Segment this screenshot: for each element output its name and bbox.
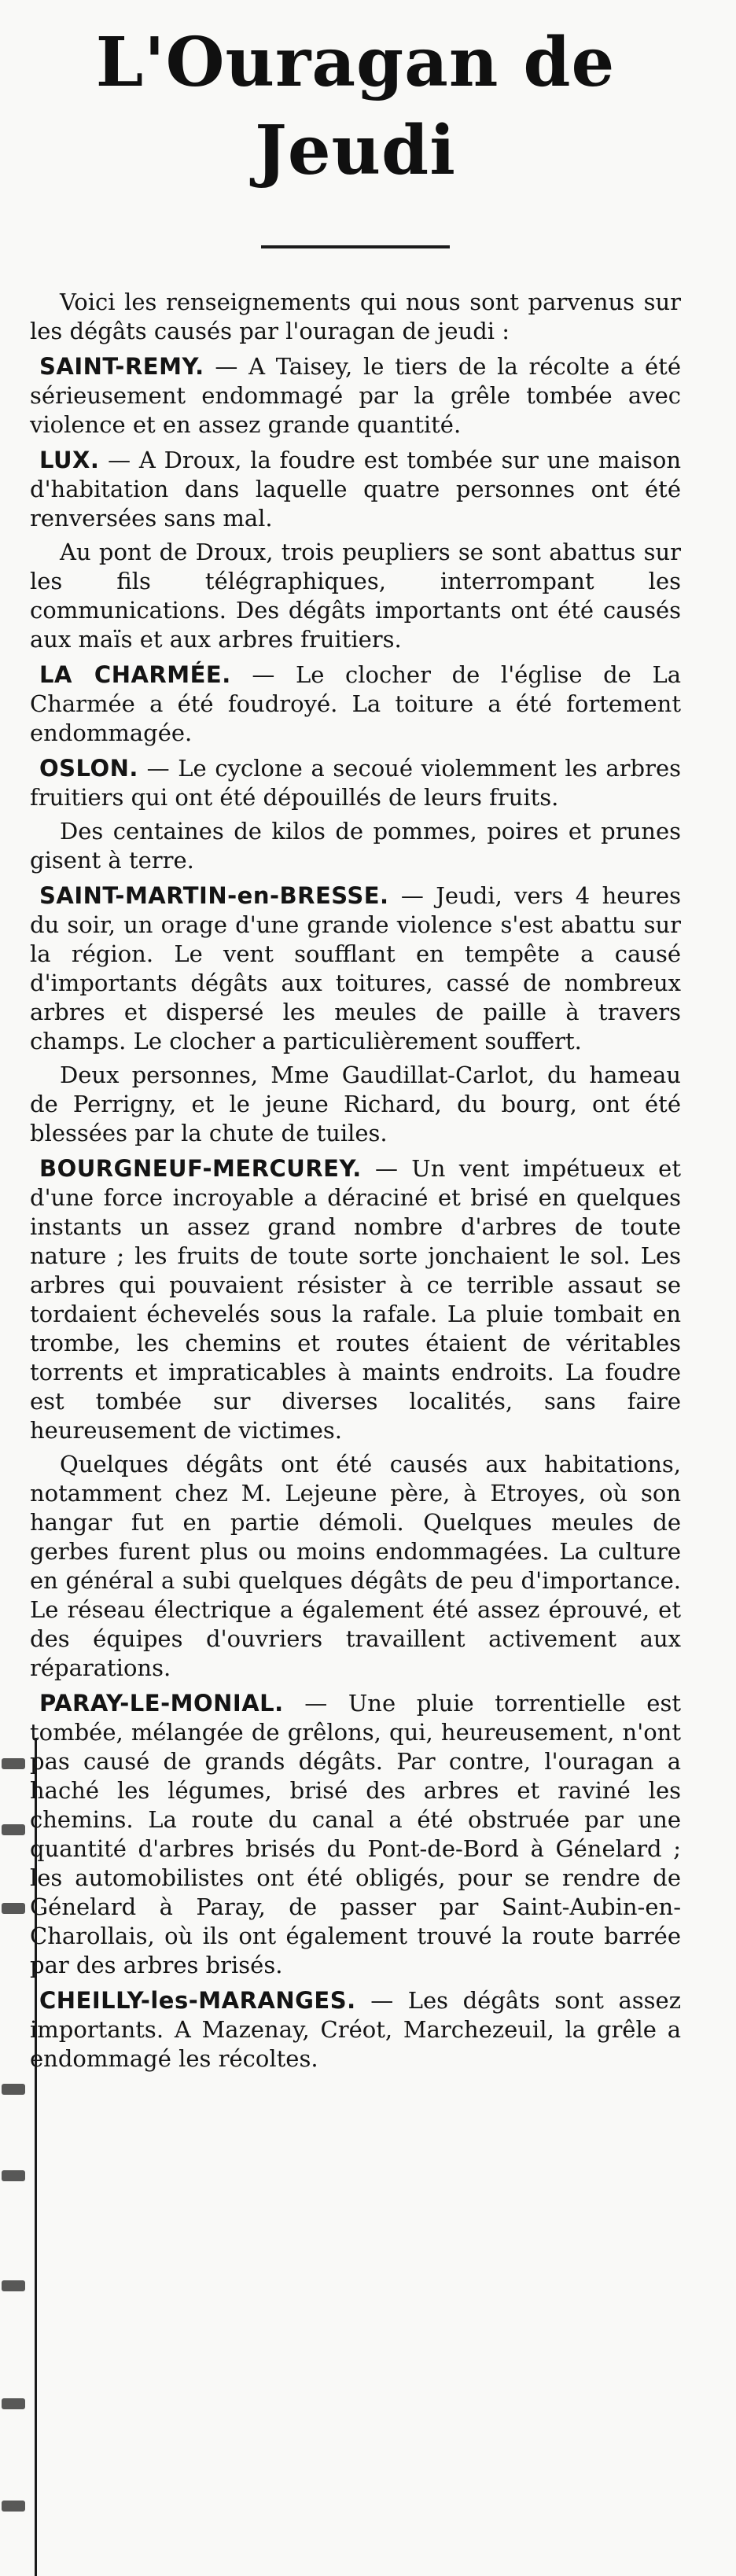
neighbour-column-fragment bbox=[2, 1758, 25, 1769]
place-name: SAINT-REMY. bbox=[39, 353, 204, 380]
neighbour-column-fragment bbox=[2, 2280, 25, 2291]
section-paragraph bbox=[30, 538, 681, 654]
neighbour-column-fragment bbox=[2, 1824, 25, 1835]
place-name: CHEILLY-les-MARANGES. bbox=[39, 1987, 356, 2014]
paragraph-text: Au pont de Droux, trois peupliers se sont abattus sur les fils télégraphiques, interrompant les communications. Des dégâts importants ont été causés aux maïs et aux arbres fruitiers. bbox=[30, 539, 681, 653]
place-name: OSLON. bbox=[39, 755, 138, 782]
place-name: LUX. bbox=[39, 447, 100, 473]
neighbour-column-fragment bbox=[2, 2501, 25, 2512]
section-paragraph bbox=[30, 817, 681, 875]
section-lead-paragraph bbox=[30, 352, 681, 440]
article-intro: Voici les renseignements qui nous sont parvenus sur les dégâts causés par l'ouragan de jeudi : bbox=[30, 289, 681, 344]
section-lead-paragraph bbox=[30, 754, 681, 812]
neighbour-column-fragment bbox=[2, 1903, 25, 1914]
section-lead-paragraph bbox=[30, 1986, 681, 2074]
place-name: PARAY-LE-MONIAL. bbox=[39, 1690, 284, 1717]
article-sections bbox=[30, 352, 681, 2074]
section-lead-paragraph bbox=[30, 1154, 681, 1445]
section-paragraph bbox=[30, 1450, 681, 1683]
place-name: LA CHARMÉE. bbox=[39, 661, 231, 688]
paragraph-text: — A Droux, la foudre est tombée sur une maison d'habitation dans laquelle quatre personnes ont été renversées sans mal. bbox=[30, 447, 681, 532]
paragraph-text: — Les dégâts sont assez importants. A Mazenay, Créot, Marchezeuil, la grêle a endommagé les récoltes. bbox=[30, 1987, 681, 2072]
paragraph-text: Des centaines de kilos de pommes, poires et prunes gisent à terre. bbox=[30, 818, 681, 874]
paragraph-text: — Le cyclone a secoué violemment les arbres fruitiers qui ont été dépouillés de leurs fruits. bbox=[30, 755, 681, 811]
article-body bbox=[30, 288, 681, 2074]
neighbour-column-fragment bbox=[2, 2170, 25, 2181]
place-name: SAINT-MARTIN-en-BRESSE. bbox=[39, 882, 389, 909]
paragraph-text: Quelques dégâts ont été causés aux habitations, notamment chez M. Lejeune père, à Etroyes, où son hangar fut en partie démoli. Quelques meules de gerbes furent plus ou moins endommagées. La culture en général a subi quelques dégâts de peu d'importance. Le réseau électrique a également été assez éprouvé, et des équipes d'ouvriers travaillent activement aux réparations. bbox=[30, 1451, 681, 1681]
section-lead-paragraph bbox=[30, 1689, 681, 1980]
section-lead-paragraph bbox=[30, 881, 681, 1056]
section-paragraph bbox=[30, 1061, 681, 1148]
neighbour-column-fragment bbox=[2, 2084, 25, 2095]
paragraph-text: — Un vent impétueux et d'une force incroyable a déraciné et brisé en quelques instants un assez grand nombre d'arbres de toute nature ; les fruits de toute sorte jonchaient le sol. Les arbres qui pouvaient résister à ce terrible assaut se tordaient échevelés sous la rafale. La pluie tombait en trombe, les chemins et routes étaient de véritables torrents et impraticables à maints endroits. La foudre est tombée sur diverses localités, sans faire heureusement de victimes. bbox=[30, 1155, 681, 1444]
neighbour-column-fragment bbox=[2, 2398, 25, 2409]
place-name: BOURGNEUF-MERCUREY. bbox=[39, 1155, 362, 1182]
paragraph-text: Deux personnes, Mme Gaudillat-Carlot, du hameau de Perrigny, et le jeune Richard, du bourg, ont été blessées par la chute de tuiles. bbox=[30, 1062, 681, 1146]
article bbox=[30, 14, 681, 2078]
paragraph-text: — Le clocher de l'église de La Charmée a été foudroyé. La toiture a été fortement endommagée. bbox=[30, 661, 682, 746]
paragraph-text: — Jeudi, vers 4 heures du soir, un orage d'une grande violence s'est abattu sur la région. Le vent soufflant en tempête a causé d'importants dégâts aux toitures, cassé de nombreux arbres et dispersé les meules de paille à travers champs. Le clocher a particulièrement souffert. bbox=[30, 882, 682, 1054]
paragraph-text: — Une pluie torrentielle est tombée, mélangée de grêlons, qui, heureusement, n'ont pas causé de grands dégâts. Par contre, l'ouragan a haché les légumes, brisé des arbres et raviné les chemins. La route du canal a été obstruée par une quantité d'arbres brisés du Pont-de-Bord à Génelard ; les automobilistes ont été obligés, pour se rendre de Génelard à Paray, de passer par Saint-Aubin-en-Charollais, où ils ont également trouvé la route barrée par des arbres brisés. bbox=[30, 1690, 681, 1978]
section-lead-paragraph bbox=[30, 661, 681, 748]
article-headline: L'Ouragan de Jeudi bbox=[95, 23, 616, 190]
headline-rule bbox=[261, 245, 450, 248]
paragraph-text: — A Taisey, le tiers de la récolte a été sérieusement endommagé par la grêle tombée avec violence et en assez grande quantité. bbox=[30, 353, 681, 438]
section-lead-paragraph bbox=[30, 446, 681, 533]
